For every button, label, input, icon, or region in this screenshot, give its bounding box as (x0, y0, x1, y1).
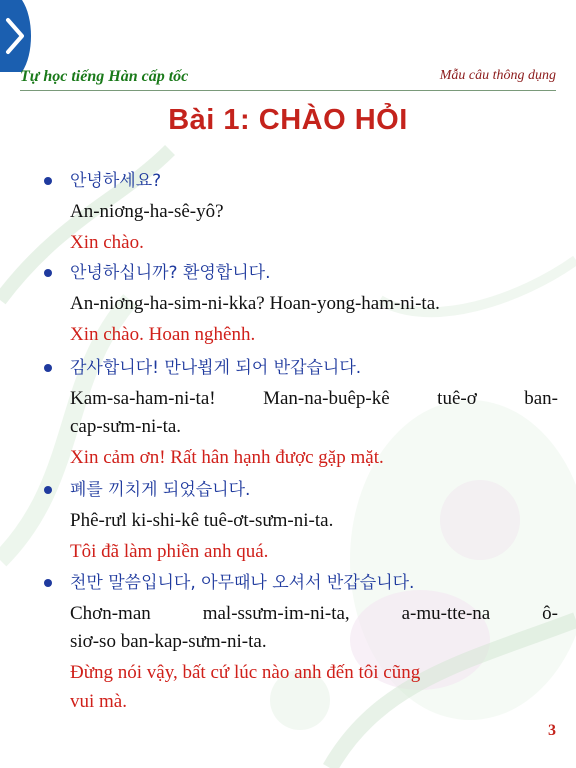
romanization: Kam-sa-ham-ni-ta! Man-na-buêp-kê tuê-ơ ban- (70, 388, 558, 409)
vietnamese-translation: Xin chào. Hoan nghênh. (70, 324, 256, 345)
page-number: 3 (548, 722, 556, 739)
bullet-icon (44, 269, 52, 277)
back-button[interactable] (0, 0, 34, 72)
romanization: Chơn-man mal-ssưm-im-ni-ta, a-mu-tte-na ô- (70, 603, 558, 624)
korean-phrase: 안녕하세요? (70, 171, 162, 191)
vietnamese-translation: Xin cảm ơn! Rất hân hạnh được gặp mặt. (70, 447, 384, 468)
bullet-icon (44, 364, 52, 372)
bullet-icon (44, 486, 52, 494)
header-divider (20, 90, 556, 91)
bullet-icon (44, 177, 52, 185)
korean-phrase: 안녕하십니까? 환영합니다. (70, 263, 271, 283)
korean-phrase: 폐를 끼치게 되었습니다. (70, 480, 251, 500)
book-title: Tự học tiếng Hàn cấp tốc (20, 68, 189, 85)
romanization: cap-sưm-ni-ta. (70, 416, 182, 437)
romanization: Phê-rưl ki-shi-kê tuê-ơt-sưm-ni-ta. (70, 510, 334, 531)
romanization: siơ-so ban-kap-sưm-ni-ta. (70, 631, 267, 652)
romanization: An-niơng-ha-sê-yô? (70, 201, 224, 222)
korean-phrase: 천만 말씀입니다, 아무때나 오셔서 반갑습니다. (70, 573, 415, 593)
lesson-title: Bài 1: CHÀO HỎI (168, 104, 408, 136)
vietnamese-translation: Xin chào. (70, 232, 144, 253)
vietnamese-translation: Đừng nói vậy, bất cứ lúc nào anh đến tôi cũng (70, 662, 421, 683)
section-title: Mẫu câu thông dụng (439, 68, 556, 83)
korean-phrase: 감사합니다! 만나뵙게 되어 반갑습니다. (70, 358, 362, 378)
vietnamese-translation: Tôi đã làm phiền anh quá. (70, 541, 269, 562)
vietnamese-translation: vui mà. (70, 691, 127, 712)
romanization: An-niơng-ha-sim-ni-kka? Hoan-yong-ham-ni-ta. (70, 293, 440, 314)
bullet-icon (44, 579, 52, 587)
